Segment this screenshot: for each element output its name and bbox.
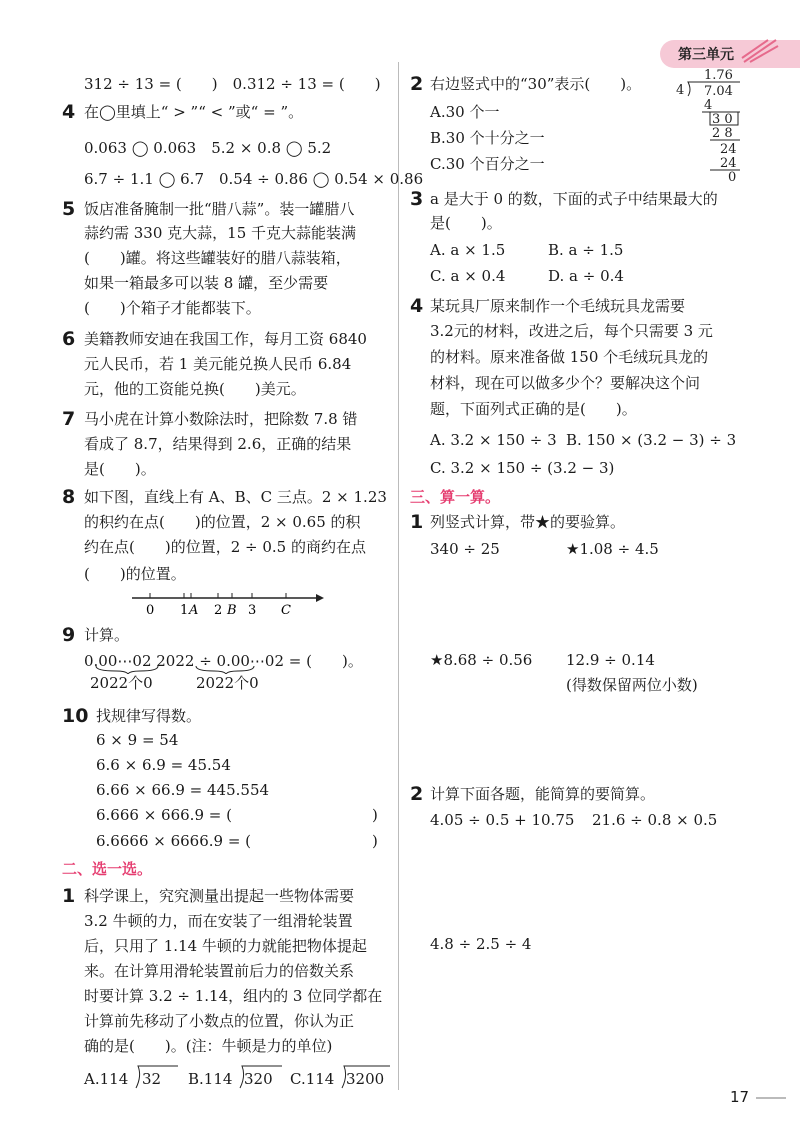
div-dividend: 7.04 [704, 84, 733, 99]
ruler-icon [738, 36, 782, 66]
c3-option-b: B. a ÷ 1.5 [548, 241, 624, 259]
div-quotient: 1.76 [704, 68, 733, 83]
q9-expression: 0.00⋯02 2022 ÷ 0.00⋯02 = ( )。 [84, 652, 363, 670]
c2-option-b: B.30 个十分之一 [430, 129, 545, 147]
q10-row5-close: ) [372, 832, 378, 850]
q9-number: 9 [62, 624, 76, 646]
c1-number: 1 [62, 885, 76, 907]
c1-line3: 后，只用了 1.14 牛顿的力就能把物体提起 [84, 937, 367, 955]
c1-option-b-value: 320 [244, 1070, 273, 1088]
q6-line1: 美籍教师安迪在我国工作，每月工资 6840 [84, 330, 367, 348]
s2-expr3: 4.8 ÷ 2.5 ÷ 4 [430, 935, 532, 953]
section-2-heading: 二、选一选。 [62, 860, 153, 878]
section-3-heading: 三、算一算。 [410, 488, 501, 506]
q5-number: 5 [62, 198, 76, 220]
c1-line5: 时要计算 3.2 ÷ 1.14，组内的 3 位同学都在 [84, 987, 383, 1005]
c4-option-a: A. 3.2 × 150 ÷ 3 [430, 431, 557, 449]
q9-note2: 2022个0 [196, 674, 259, 692]
div-remainder: 0 [728, 170, 737, 182]
q5-line5: ( )个箱子才能都装下。 [84, 299, 261, 317]
s1-title: 列竖式计算，带★的要验算。 [430, 513, 626, 531]
c3-line1: a 是大于 0 的数，下面的式子中结果最大的 [430, 190, 718, 208]
s2-number: 2 [410, 783, 424, 805]
s1-expr3: ★8.68 ÷ 0.56 [430, 651, 533, 669]
c3-option-d: D. a ÷ 0.4 [548, 267, 624, 285]
c4-number: 4 [410, 295, 424, 317]
tick-C: C [281, 603, 291, 618]
q10-row1: 6 × 9 = 54 [96, 731, 179, 749]
c1-option-a-label: A.114 [84, 1070, 129, 1088]
q6-line2: 元人民币，若 1 美元能兑换人民币 6.84 [84, 355, 352, 373]
tick-A: A [189, 603, 199, 618]
div-step3: 2 8 [712, 126, 733, 141]
div-divisor: 4 [676, 83, 685, 98]
page-number-rule [756, 1097, 786, 1099]
q5-line3: ( )罐。将这些罐装好的腊八蒜装箱， [84, 249, 351, 267]
c1-line2: 3.2 牛顿的力，而在安装了一组滑轮装置 [84, 912, 353, 930]
column-divider [398, 62, 399, 1090]
q5-line4: 如果一箱最多可以装 8 罐，至少需要 [84, 274, 329, 292]
c4-line5: 题，下面列式正确的是( )。 [430, 400, 637, 418]
tick-0: 0 [146, 603, 155, 618]
number-line [128, 590, 328, 620]
c1-line6: 计算前先移动了小数点的位置，你认为正 [84, 1012, 355, 1030]
q10-row2: 6.6 × 6.9 = 45.54 [96, 756, 231, 774]
c4-option-b: B. 150 × (3.2 − 3) ÷ 3 [566, 431, 737, 449]
tick-3: 3 [248, 603, 257, 618]
q8-line2: 的积约在点( )的位置，2 × 0.65 的积 [84, 513, 361, 531]
q7-number: 7 [62, 408, 76, 430]
q10-title: 找规律写得数。 [96, 707, 202, 725]
c1-option-b-label: B.114 [188, 1070, 233, 1088]
q7-line2: 看成了 8.7，结果得到 2.6，正确的结果 [84, 435, 352, 453]
s2-title: 计算下面各题，能简算的要简算。 [430, 785, 656, 803]
q3-line: 312 ÷ 13 = ( ) 0.312 ÷ 13 = ( ) [84, 75, 381, 93]
s1-number: 1 [410, 511, 424, 533]
c1-option-c-value: 3200 [346, 1070, 385, 1088]
div-step4: 24 [720, 142, 737, 157]
div-step1: 4 [704, 98, 713, 113]
long-division-figure [670, 66, 742, 182]
c2-option-a: A.30 个一 [430, 103, 500, 121]
q4-row2: 6.7 ÷ 1.1 ◯ 6.7 0.54 ÷ 0.86 ◯ 0.54 × 0.86 [84, 170, 424, 188]
q6-line3: 元，他的工资能兑换( )美元。 [84, 380, 306, 398]
q8-line1: 如下图，直线上有 A、B、C 三点。2 × 1.23 [84, 488, 387, 506]
q7-line3: 是( )。 [84, 460, 156, 478]
c4-line1: 某玩具厂原来制作一个毛绒玩具龙需要 [430, 297, 686, 315]
c1-option-c-label: C.114 [290, 1070, 335, 1088]
q5-line2: 蒜约需 330 克大蒜，15 千克大蒜能装满 [84, 224, 357, 242]
c3-number: 3 [410, 188, 424, 210]
q7-line1: 马小虎在计算小数除法时，把除数 7.8 错 [84, 410, 358, 428]
q10-row3: 6.66 × 66.9 = 445.554 [96, 781, 270, 799]
q5-line1: 饭店准备腌制一批“腊八蒜”。装一罐腊八 [84, 200, 355, 218]
c1-line7: 确的是( )。(注：牛顿是力的单位) [84, 1037, 333, 1055]
q10-row5: 6.6666 × 6666.9 = ( [96, 832, 252, 850]
q6-number: 6 [62, 328, 76, 350]
s1-expr4: 12.9 ÷ 0.14 [566, 651, 655, 669]
q10-row4-close: ) [372, 806, 378, 824]
q10-row4: 6.666 × 666.9 = ( [96, 806, 232, 824]
unit-title: 第三单元 [678, 47, 734, 63]
c1-option-a-value: 32 [142, 1070, 162, 1088]
c4-line4: 材料，现在可以做多少个？要解决这个问 [430, 374, 701, 392]
s2-expr1: 4.05 ÷ 0.5 + 10.75 [430, 811, 575, 829]
c2-number: 2 [410, 73, 424, 95]
c1-line4: 来。在计算用滑轮装置前后力的倍数关系 [84, 962, 355, 980]
c3-option-c: C. a × 0.4 [430, 267, 506, 285]
s2-expr2: 21.6 ÷ 0.8 × 0.5 [592, 811, 718, 829]
c4-option-c: C. 3.2 × 150 ÷ (3.2 − 3) [430, 459, 615, 477]
s1-expr2: ★1.08 ÷ 4.5 [566, 540, 659, 558]
div-step2: 3 0 [712, 112, 733, 127]
s1-note: (得数保留两位小数) [566, 676, 698, 694]
c2-option-c: C.30 个百分之一 [430, 155, 545, 173]
c4-line3: 的材料。原来准备做 150 个毛绒玩具龙的 [430, 348, 709, 366]
page-number: 17 [730, 1088, 750, 1106]
q4-number: 4 [62, 101, 76, 123]
tick-B: B [227, 603, 237, 618]
q8-line3: 约在点( )的位置，2 ÷ 0.5 的商约在点 [84, 538, 366, 556]
c3-line2: 是( )。 [430, 214, 502, 232]
c1-line1: 科学课上，究究测量出提起一些物体需要 [84, 887, 355, 905]
q4-row1: 0.063 ◯ 0.063 5.2 × 0.8 ◯ 5.2 [84, 139, 332, 157]
q4-title: 在◯里填上“ > ”“ < ”或“ = ”。 [84, 103, 304, 121]
s1-expr1: 340 ÷ 25 [430, 540, 500, 558]
c4-line2: 3.2元的材料，改进之后，每个只需要 3 元 [430, 322, 713, 340]
q10-number: 10 [62, 705, 89, 727]
q8-line4: ( )的位置。 [84, 565, 186, 583]
div-step5: 24 [720, 156, 737, 171]
q9-note1: 2022个0 [90, 674, 153, 692]
tick-2: 2 [214, 603, 223, 618]
c2-title: 右边竖式中的“30”表示( )。 [430, 75, 642, 93]
q9-title: 计算。 [84, 626, 130, 644]
tick-1: 1 [180, 603, 189, 618]
c3-option-a: A. a × 1.5 [430, 241, 506, 259]
q8-number: 8 [62, 486, 76, 508]
